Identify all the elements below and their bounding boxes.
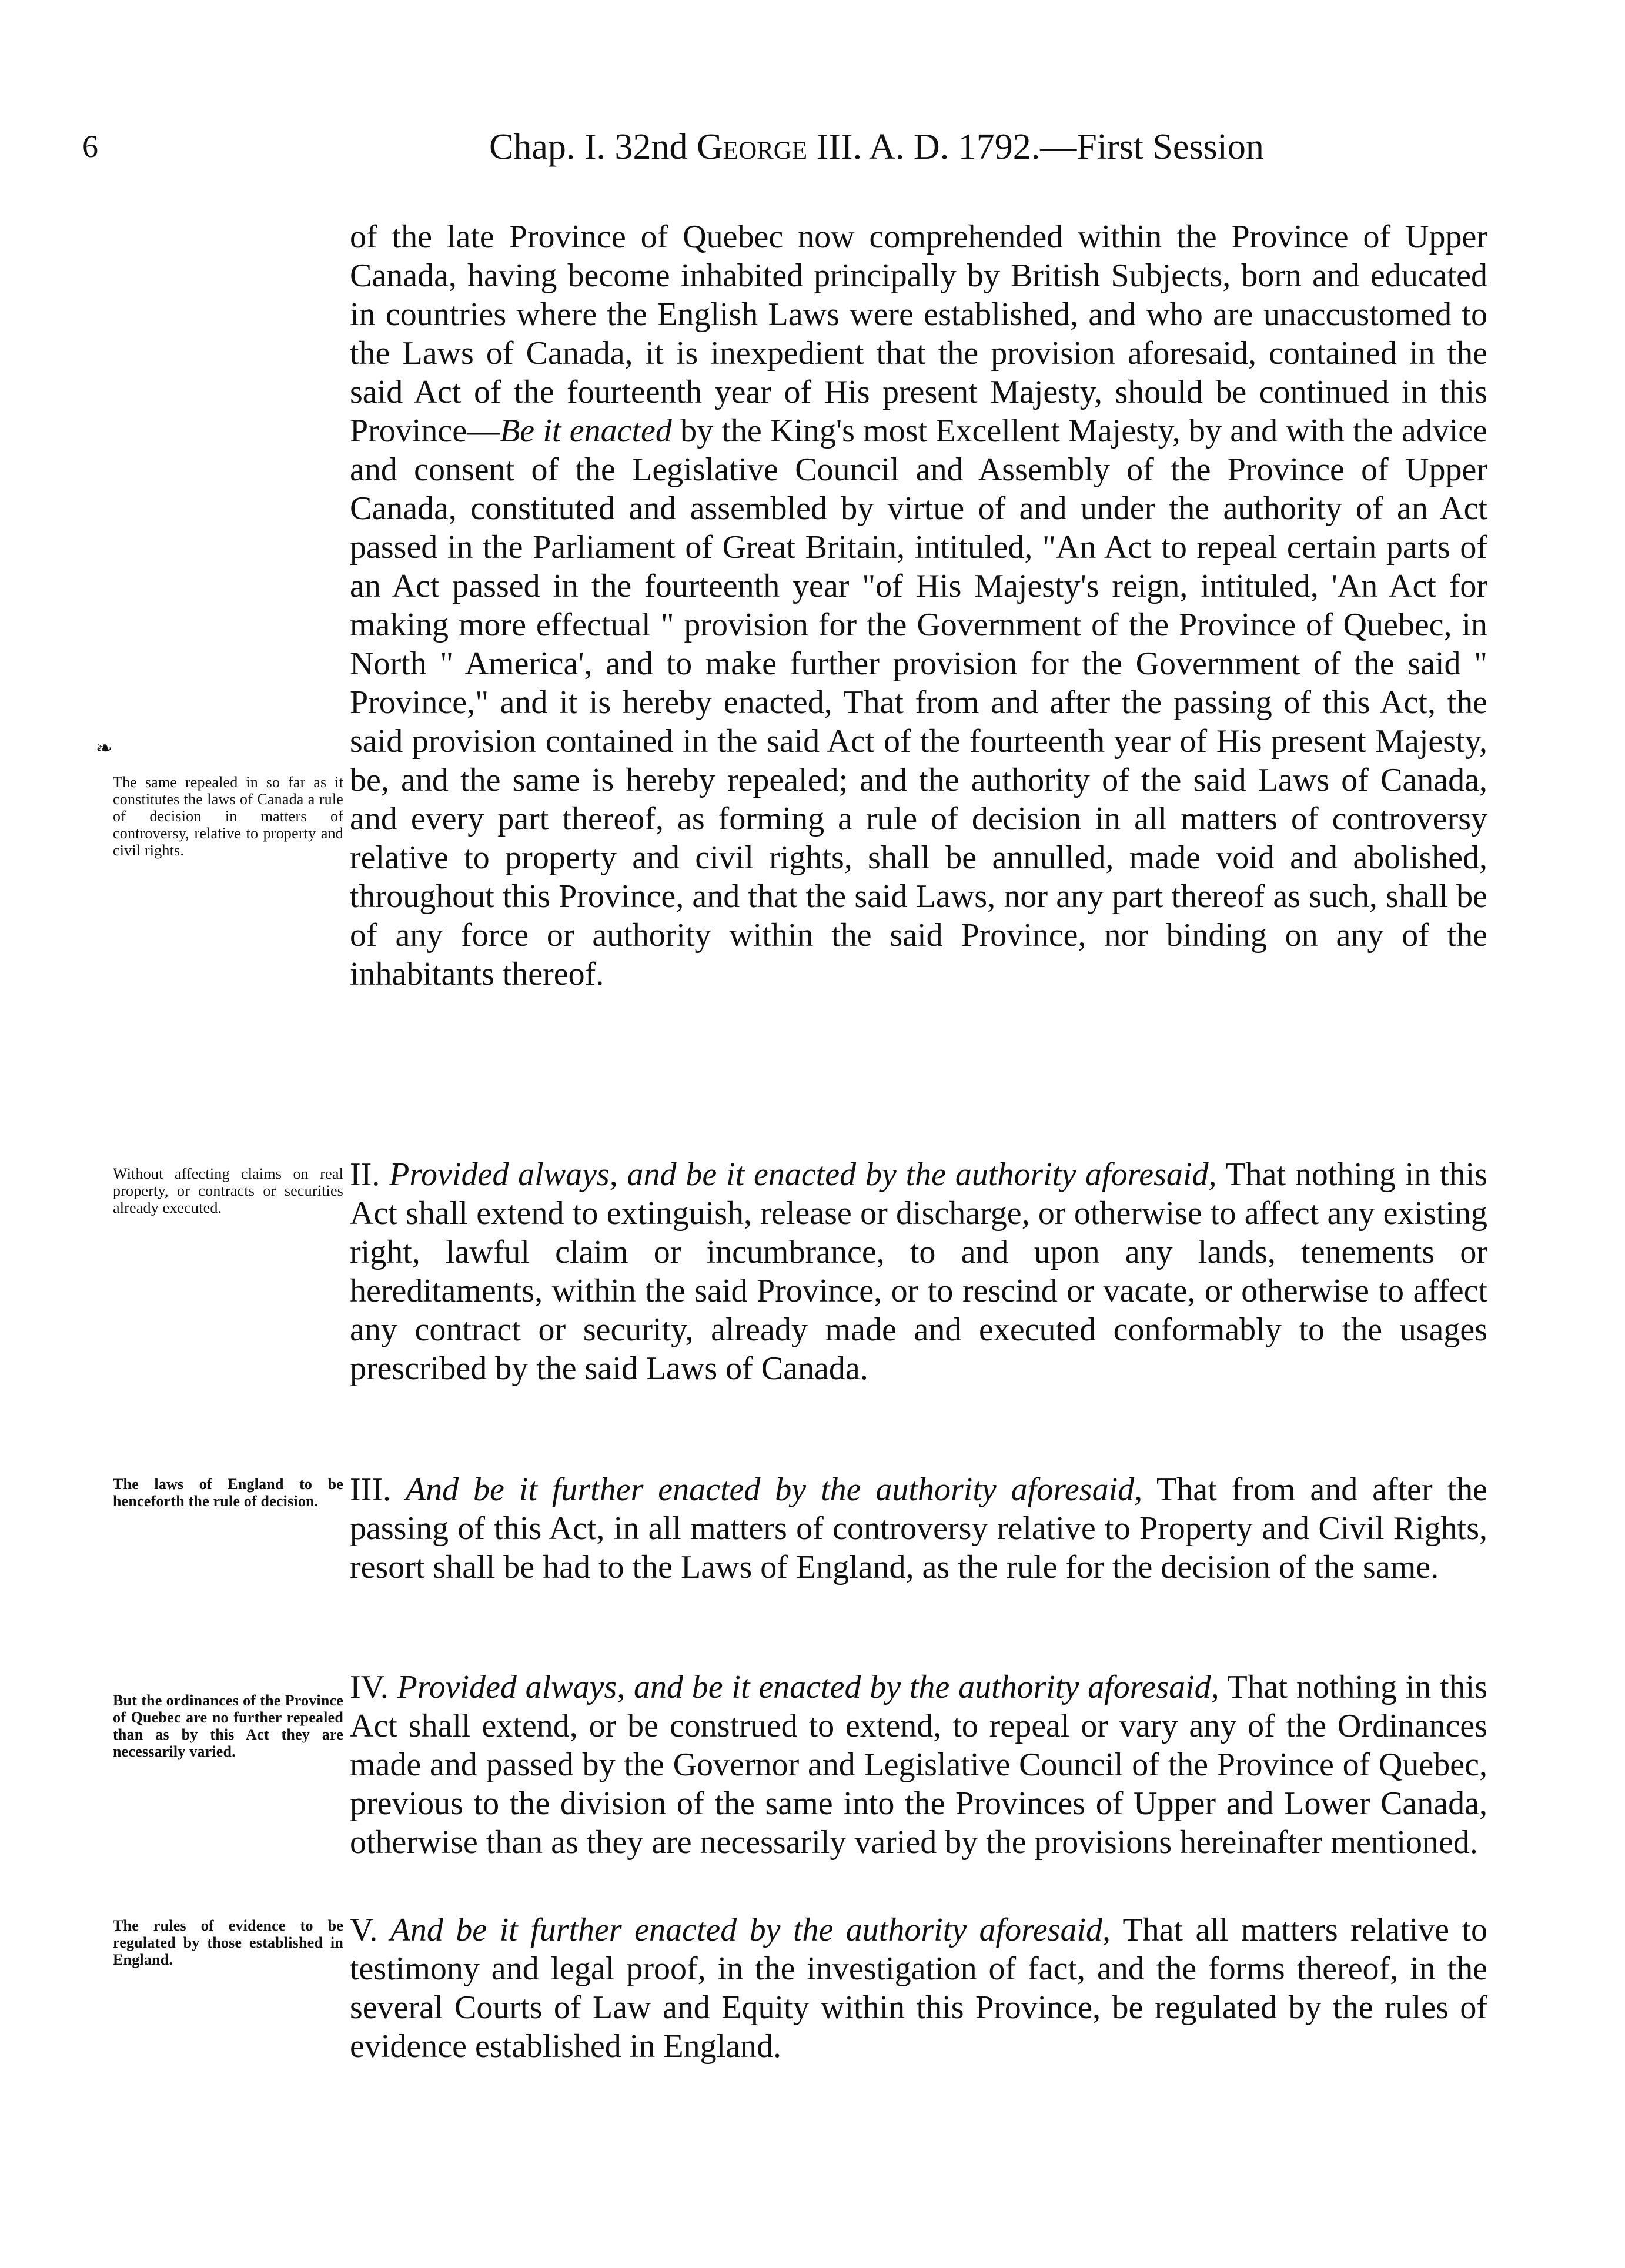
- section-3-text: [350, 1470, 1487, 1587]
- section-number: II.: [350, 1156, 380, 1193]
- running-head: [489, 128, 1264, 166]
- margin-note-repeal: The same repealed in so far as it constitutes the laws of Canada a rule of decision in matters of controversy, relative to property and civil rights.: [113, 774, 343, 859]
- margin-note-laws-of-england: The laws of England to be henceforth the rule of decision.: [113, 1476, 343, 1510]
- section-proviso: Provided always, and be it enacted by the authority aforesaid,: [389, 1156, 1217, 1193]
- section-5: [350, 1911, 1487, 2066]
- margin-note-existing-claims: Without affecting claims on real property, or contracts or securities already executed.: [113, 1165, 343, 1216]
- section-3: [350, 1470, 1487, 1587]
- running-head-chapter: Chap. I. 32nd: [489, 127, 688, 167]
- paragraph-text: [350, 218, 1487, 993]
- section-body: That from and after the passing of this Act, in all matters of controversy relative to Property and Civil Rights, resort shall be had to the Laws of England, as the rule for the decision of the same.: [350, 1471, 1487, 1585]
- running-head-king: George: [697, 127, 808, 167]
- section-2-text: [350, 1155, 1487, 1388]
- section-4-text: [350, 1668, 1487, 1862]
- section-body: That nothing in this Act shall extend, or be construed to extend, to repeal or vary any of the Ordinances made and passed by the Governor and Legislative Council of the Province of Quebec, previous to the division of the same into the Provinces of Upper and Lower Canada, otherwise than as they are necessarily varied by the provisions hereinafter mentioned.: [350, 1669, 1488, 1861]
- margin-note-ordinances: But the ordinances of the Province of Quebec are no further repealed than as by this Act they are necessarily varied.: [113, 1692, 343, 1760]
- printer-mark: ❧: [96, 738, 113, 760]
- section-5-text: [350, 1911, 1487, 2066]
- paragraph-text-b: by the King's most Excellent Majesty, by and with the advice and consent of the Legislative Council and Assembly of the Province of Upper Canada, constituted and assembled by virtue of and under the authority of an Act passed in the Parliament of Great Britain, intituled, "An Act to repeal certain parts of an Act passed in the fourteenth year "of His Majesty's reign, intituled, 'An Act for making more effectual " provision for the Government of the Province of Quebec, in North " America', and to make further provision for the Government of the said " Province," and it is hereby enacted, That from and after the passing of this Act, the said provision contained in the said Act of the fourteenth year of His present Majesty, be, and the same is hereby repealed; and the authority of the said Laws of Canada, and every part thereof, as forming a rule of decision in all matters of controversy relative to property and civil rights, shall be annulled, made void and abolished, throughout this Province, and that the said Laws, nor any part thereof as such, shall be of any force or authority within the said Province, nor binding on any of the inhabitants thereof.: [350, 413, 1487, 992]
- section-proviso: Provided always, and be it enacted by the authority aforesaid,: [397, 1669, 1219, 1705]
- section-4: [350, 1668, 1487, 1862]
- section-proviso: And be it further enacted by the authority aforesaid,: [390, 1912, 1111, 1948]
- section-number: IV.: [350, 1669, 389, 1705]
- section-body: That all matters relative to testimony and legal proof, in the investigation of fact, and the forms thereof, in the several Courts of Law and Equity within this Province, be regulated by the rules of evidence established in England.: [350, 1912, 1488, 2065]
- paragraph-preamble-continuation: [350, 218, 1487, 993]
- margin-note-rules-of-evidence: The rules of evidence to be regulated by those established in England.: [113, 1917, 343, 1968]
- section-number: III.: [350, 1471, 391, 1508]
- paragraph-text-a: of the late Province of Quebec now comprehended within the Province of Upper Canada, having become inhabited principally by British Subjects, born and educated in countries where the English Laws were established, and who are unaccustomed to the Laws of Canada, it is inexpedient that the provision aforesaid, contained in the said Act of the fourteenth year of His present Majesty, should be continued in this Province—: [350, 219, 1487, 449]
- enacting-clause: Be it enacted: [500, 413, 672, 449]
- section-proviso: And be it further enacted by the authority aforesaid,: [405, 1471, 1143, 1508]
- section-2: [350, 1155, 1487, 1388]
- page-number: 6: [82, 129, 98, 164]
- running-head-regnal: III. A. D. 1792.—First Session: [816, 127, 1264, 167]
- section-number: V.: [350, 1912, 378, 1948]
- section-body: That nothing in this Act shall extend to extinguish, release or discharge, or otherwise to affect any existing right, lawful claim or incumbrance, to and upon any lands, tenements or hereditaments, within the said Province, or to rescind or vacate, or otherwise to affect any contract or security, already made and executed conformably to the usages prescribed by the said Laws of Canada.: [350, 1156, 1488, 1387]
